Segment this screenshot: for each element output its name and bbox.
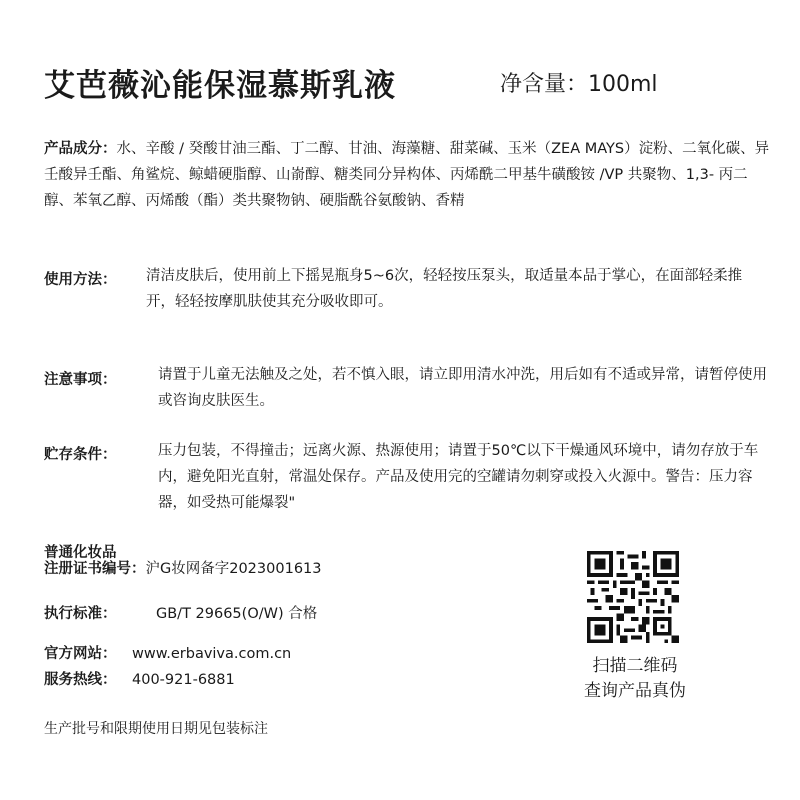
storage-label: 贮存条件： — [44, 447, 117, 463]
batch-note: 生产批号和限期使用日期见包装标注 — [44, 721, 268, 737]
qr-caption-line1: 扫描二维码 — [592, 656, 678, 676]
usage-label: 使用方法： — [44, 272, 117, 288]
hotline-number: 400-921-6881 — [132, 672, 235, 688]
hotline-line — [44, 668, 235, 689]
qr-caption-line2: 查询产品真伪 — [584, 681, 686, 701]
caution-label: 注意事项： — [44, 372, 117, 388]
standard-value: GB/T 29665(O/W) 合格 — [156, 606, 318, 622]
website-label: 官方网站： — [44, 646, 117, 662]
registration-label: 注册证书编号： — [44, 561, 146, 577]
storage-text: 压力包装，不得撞击；远离火源、热源使用；请置于50℃以下干燥通风环境中，请勿存放于车内，避免阳光直射，常温处保存。产品及使用完的空罐请勿刺穿或投入火源中。警告：压力容器，如受热可能爆裂" — [158, 443, 759, 511]
registration-value: 沪G妆网备字2023001613 — [145, 561, 322, 577]
product-title: 艾芭薇沁能保湿慕斯乳液 — [44, 68, 396, 104]
caution-text: 请置于儿童无法触及之处，若不慎入眼，请立即用清水冲洗，用后如有不适或异常，请暂停使用或咨询皮肤医生。 — [158, 367, 767, 409]
ingredients-section — [44, 136, 774, 214]
website-line — [44, 642, 291, 663]
ingredients-label: 产品成分： — [44, 141, 117, 157]
website-link[interactable]: www.erbaviva.com.cn — [132, 646, 292, 662]
registration-category: 普通化妆品 — [44, 545, 117, 561]
registration-line — [44, 557, 322, 578]
net-content: 净含量：100ml — [500, 72, 658, 97]
usage-text: 清洁皮肤后，使用前上下摇晃瓶身5~6次，轻轻按压泵头，取适量本品于掌心，在面部轻柔推开，轻轻按摩肌肤使其充分吸收即可。 — [146, 268, 743, 310]
ingredients-text: 水、辛酸 / 癸酸甘油三酯、丁二醇、甘油、海藻糖、甜菜碱、玉米（ZEA MAYS）淀粉、二氧化碳、异壬酸异壬酯、角鲨烷、鲸蜡硬脂醇、山嵛醇、糖类同分异构体、丙烯酰二甲基牛磺酸铵 /VP 共聚物、1,3- 丙二醇、苯氧乙醇、丙烯酸（酯）类共聚物钠、硬脂酰谷氨酸钠、香精 — [44, 141, 770, 209]
qr-code-icon[interactable] — [587, 551, 679, 643]
standard-line — [44, 602, 317, 623]
hotline-label: 服务热线： — [44, 672, 117, 688]
standard-label: 执行标准： — [44, 606, 117, 622]
